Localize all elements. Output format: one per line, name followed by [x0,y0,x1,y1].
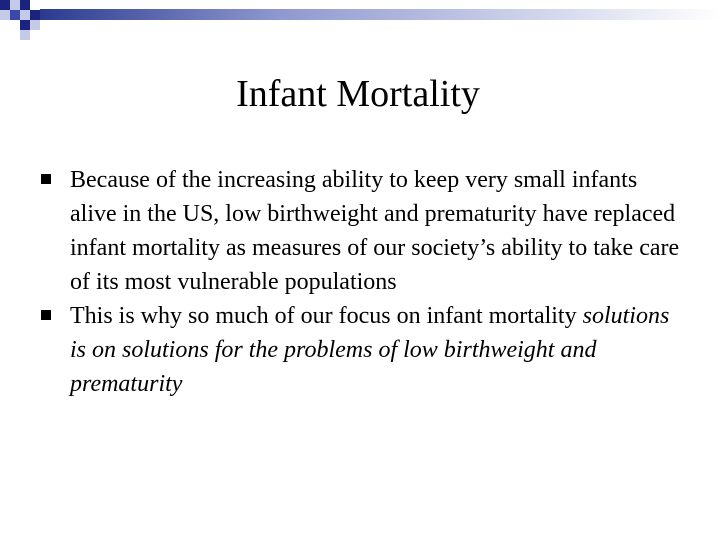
deco-square-light-1 [10,0,20,10]
bullet-text: This is why so much of our focus on infant mortality [70,303,577,329]
deco-square-light-5 [20,30,30,40]
bullet-item [30,299,680,401]
square-bullet-icon [41,310,51,320]
slide-title: Infant Mortality [236,73,480,115]
bullet-text: Because of the increasing ability to keep very small infants alive in the US, low birthweight and prematurity have replaced infant mortality as measures of our society’s ability to take care of its most vulnerable populations [70,167,680,295]
header-decoration [0,0,720,48]
header-gradient-bar [40,9,720,20]
deco-square-dark-2 [20,0,30,10]
deco-square-dark-3 [10,10,20,20]
bullet-italic-text: solutions is on solutions for the problems of low birthweight and prematurity [70,303,670,397]
square-bullet-icon [41,174,51,184]
deco-square-light-2 [0,10,10,20]
deco-square-light-3 [20,10,30,20]
bullet-list [30,163,680,401]
bullet-item [30,163,680,299]
deco-square-light-4 [30,20,40,30]
deco-square-dark-5 [20,20,30,30]
deco-square-dark-1 [0,0,10,10]
deco-square-dark-4 [30,10,40,20]
